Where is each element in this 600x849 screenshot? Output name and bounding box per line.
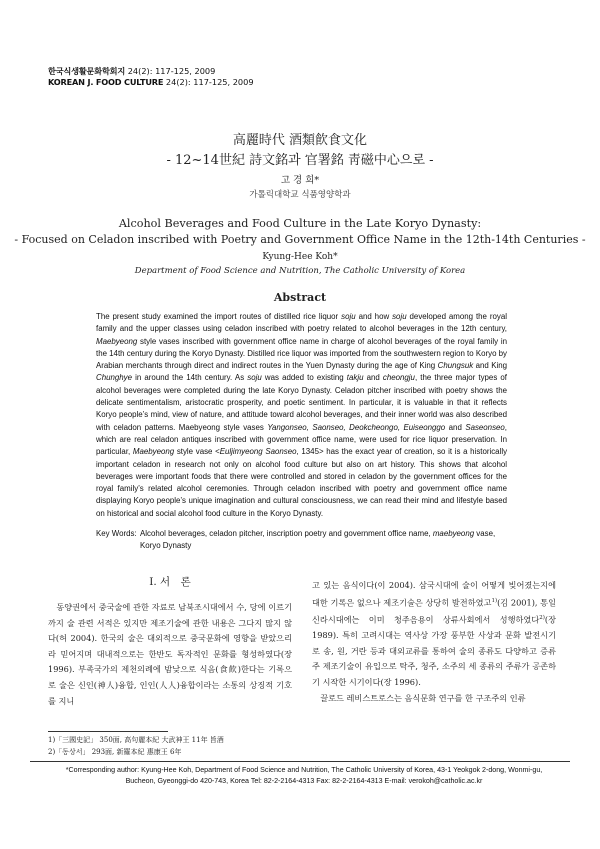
body-column-left: 동양권에서 중국술에 관한 자료로 남북조시대에서 수, 당에 이르기까지 술 관련 서적은 있지만 제조기술에 관한 내용은 그다지 많지 않다(허 2004). 한국의 술은 대외적으로 중국문화에 영향을 받았으리라 믿어지며 대내적으로는 한반도 독자적인 문화를 형성하였다(장 1996). 부족국가의 제천의례에 밤낮으로 식음(食飮)한다는 기록으로 술은 신인(神人)융합, 인인(人人)융합이라는 소통의 상징적 기호를 지니 <box>48 602 292 706</box>
korean-author: 고 경 희* <box>280 175 320 186</box>
footnote-1: 1)「三國史記」 350面, 高句麗本紀 大武神王 11年 旨酒 <box>48 736 224 744</box>
english-affiliation: Department of Food Science and Nutrition, The Catholic University of Korea <box>134 266 466 276</box>
keywords-content: Alcohol beverages, celadon pitcher, inscription poetry and government office name, maebyeong vase, Koryo Dynasty <box>140 529 496 551</box>
english-title-line1: Alcohol Beverages and Food Culture in the Late Koryo Dynasty: <box>118 217 482 230</box>
journal-ref-2: 24(2): 117-125, 2009 <box>165 77 254 87</box>
korean-title-line1: 高麗時代 酒類飮食文化 <box>232 133 368 148</box>
journal-name-english: KOREAN J. FOOD CULTURE <box>48 77 164 87</box>
korean-affiliation: 가톨릭대학교 식품영양학과 <box>249 190 351 200</box>
journal-name-korean: 한국식생활문화학회지 <box>48 66 126 76</box>
body-column-right: 고 있는 음식이다(이 2004). 삼국시대에 술이 어떻게 빚어졌는지에 대한 기록은 없으나 제조기술은 상당히 발전하였고$^{1)}$(김 2001), 통일신라시대에는 이미 청주음용이 상류사회에서 성행하였다$^{2)}$(장 1989). 특히 고려시대는 역사상 가장 풍부한 사상과 문화 발전시기로 송, 원, 거란 등과 대외교류를 통하여 술의 종류도 다양하고 증류주 제조기술이 유입으로 탁주, 청주, 소주의 세 종류의 주류가 공존하기 시작한 시기이다(장 1996). 끌로드 레비스트로스는 음식문화 연구를 한 구조주의 인류 <box>312 580 557 703</box>
section-title: I. 서 론 <box>149 576 191 588</box>
footnote-2: 2)「동상서」 293面, 新羅本紀 惠康王 6年 <box>48 748 182 756</box>
keywords <box>96 528 507 551</box>
keywords-label: Key Words: <box>96 529 137 538</box>
footnote-rule <box>48 731 168 732</box>
korean-title-line2: - 12~14世紀 詩文銘과 官署銘 靑磁中心으로 - <box>166 153 434 168</box>
journal-header <box>48 66 254 88</box>
correspondence <box>48 765 560 787</box>
abstract-text: The present study examined the import routes of distilled rice liquor soju and how soju developed among the royal family and the upper classes using celadon inscribed with poetry related to alcohol beverages in the 12th century, Maebyeong style vases inscribed with government office name in charge of alcohol beverages of the royal family in the 14th century during the Koryo Dynasty. Distilled rice liquor was imported from the southwestern region to Koryo by Arabian merchants through direct and indirect routes in the Yuen Dynasty during the age of King Chungsuk and King Chunghye in around the 14th century. As soju was added to existing takju and cheongju, the three major types of alcohol beverages were completed during the late Koryo Dynasty. Celadon pitcher inscribed with poetry shows the delicate sentimentalism, aristocratic prosperity, and poetic sentiment. In particular, it is valuable in that it reflects Koryo people’s mind, view of nature, and attitude toward alcohol beverages, and their inner world was also described with celadon patterns. Maebyeong style vases Yangonseo, Saonseo, Deokcheongo, Euiseonggo and Saseonseo, which are real celadon antiques inscribed with government office name, were used for rice liquor preservation. In particular, Maebyeong style vase <Euljimyeong Saonseo, 1345> has the exact year of creation, so it is a historically important celadon in research not only on alcohol food culture but also on art history. This shows that alcohol beverages were important foods that there were controlled and stored in celadon by the government offices for the royal family’s related alcohol ceremonies. Through celadon inscribed with poetry and government office name displaying Koryo people’s unique imagination and cultural consciousness, we can read their mind and lifestyle based on historical and social alcohol food culture in the Koryo Dynasty. <box>96 312 508 518</box>
abstract-heading: Abstract <box>273 291 327 304</box>
journal-ref-1: 24(2): 117-125, 2009 <box>127 66 216 76</box>
correspondence-line2: Bucheon, Gyeonggi-do 420-743, Korea Tel: 82-2-2164-4313 Fax: 82-2-2164-4313 E-mail: verokoh@catholic.ac.kr <box>125 777 483 785</box>
correspondence-line1: *Corresponding author: Kyung-Hee Koh, Department of Food Science and Nutrition, The Catholic University of Korea, 43-1 Yeokgok 2-dong, Wonmi-gu, <box>65 766 543 774</box>
correspondence-rule <box>30 761 570 762</box>
english-author: Kyung-Hee Koh* <box>262 252 338 262</box>
english-title-line2: - Focused on Celadon inscribed with Poetry and Government Office Name in the 12th-14th Centuries - <box>14 233 586 246</box>
